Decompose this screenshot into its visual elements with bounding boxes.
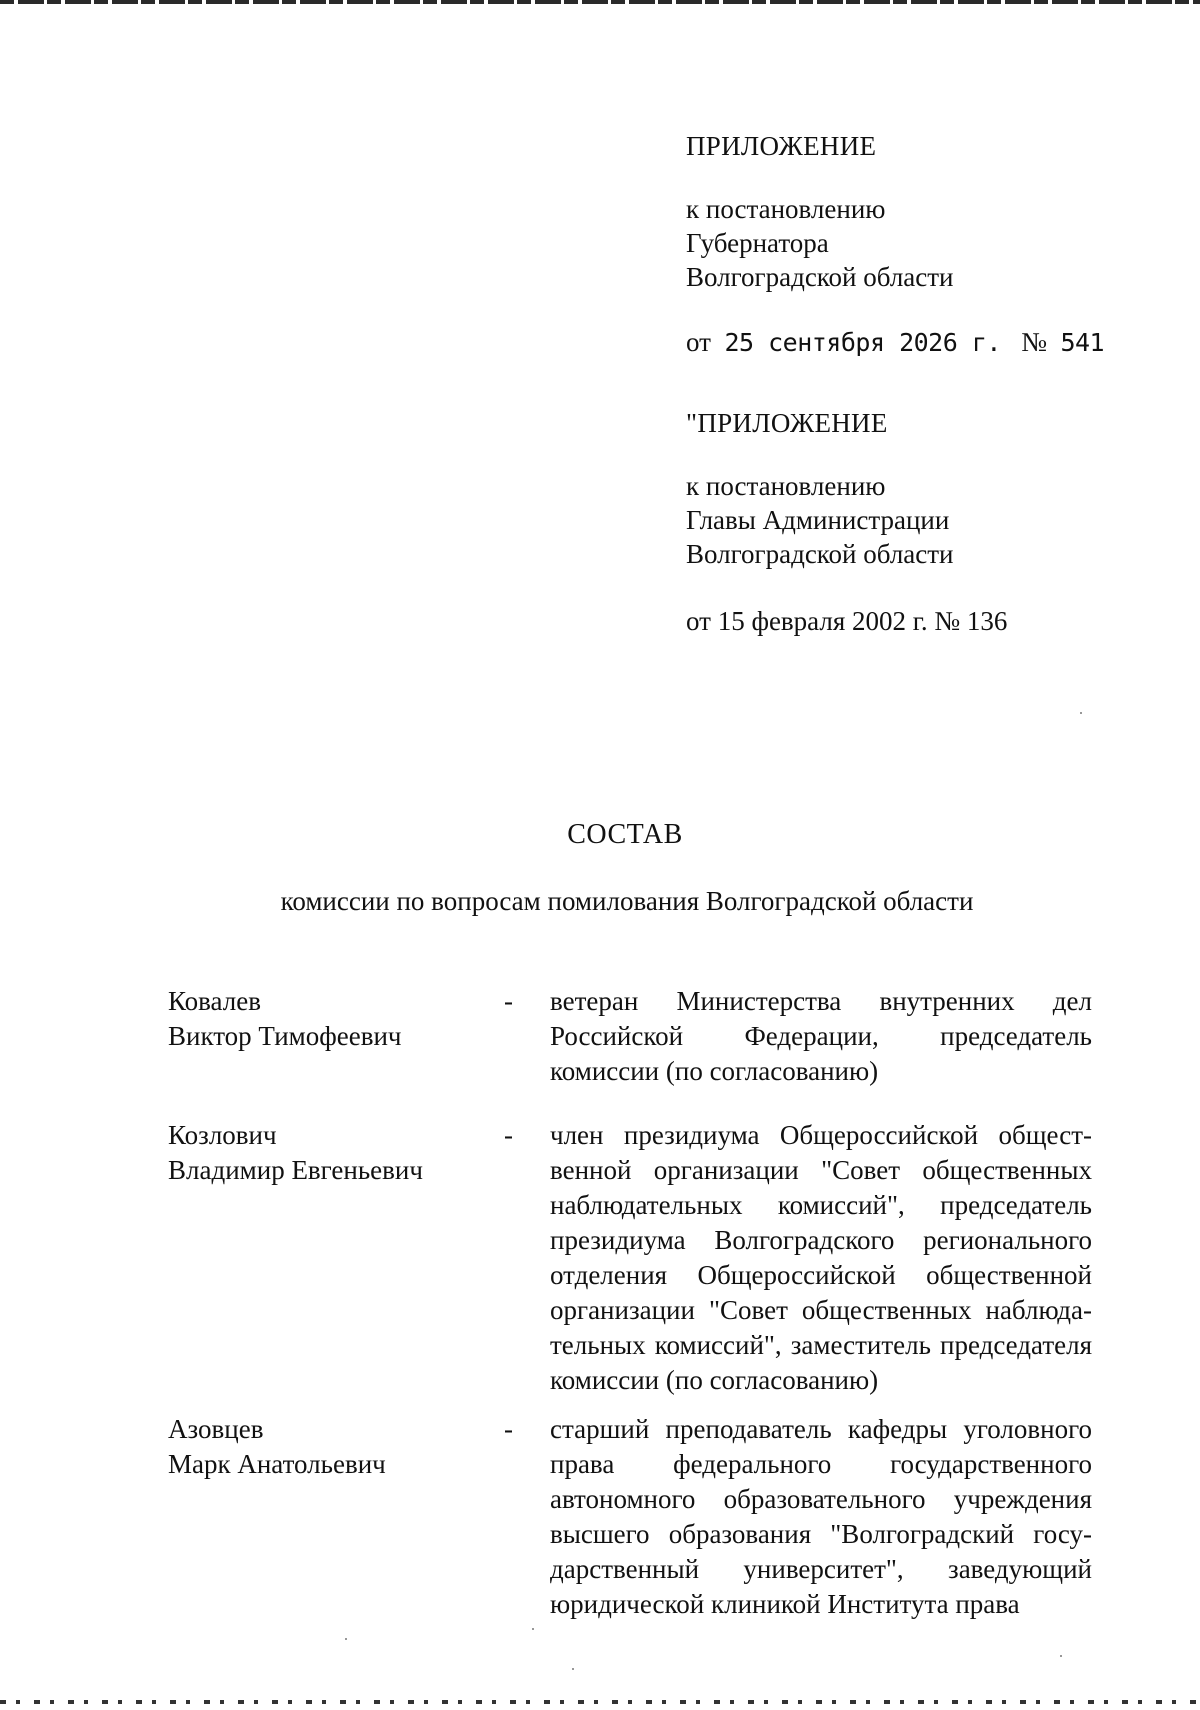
document-title: СОСТАВ bbox=[567, 819, 683, 850]
original-appendix-line-1: к постановлению bbox=[686, 471, 886, 501]
original-appendix-reference bbox=[686, 469, 1126, 571]
member-name bbox=[168, 1412, 468, 1482]
appendix-date-value: 25 сентября 2026 г. bbox=[724, 328, 1001, 357]
member-role: член президиума Общероссийской общественной организации "Совет общественных наблюдательных комиссий", председатель президиума Волгоградского регионального отделения Общероссийской общественной организации "Совет общественных наблюдательных комиссий", заместитель председателя комиссии (по согласованию) bbox=[550, 1120, 1092, 1395]
member-given-names: Виктор Тимофеевич bbox=[168, 1021, 402, 1051]
member-surname: Ковалев bbox=[168, 986, 261, 1016]
appendix-date-line bbox=[686, 324, 1126, 361]
scan-speck bbox=[532, 1628, 534, 1630]
member-given-names: Владимир Евгеньевич bbox=[168, 1155, 423, 1185]
original-appendix-line-3: Волгоградской области bbox=[686, 539, 954, 569]
member-name bbox=[168, 1118, 468, 1188]
scan-speck bbox=[572, 1668, 574, 1670]
member-surname: Азовцев bbox=[168, 1414, 264, 1444]
scan-speck bbox=[345, 1638, 347, 1640]
member-given-names: Марк Анатольевич bbox=[168, 1449, 386, 1479]
original-appendix-title: "ПРИЛОЖЕНИЕ bbox=[686, 408, 888, 438]
appendix-reference-line-2: Губернатора bbox=[686, 228, 829, 258]
appendix-number-value: 541 bbox=[1060, 328, 1105, 357]
appendix-reference bbox=[686, 192, 1126, 294]
scan-top-edge bbox=[0, 0, 1200, 4]
appendix-header bbox=[686, 126, 1126, 639]
member-role: старший преподаватель кафедры уголовного права федерального государственного автономного образовательного учреждения высшего образования "Волгоградский государственный университет", заведующий юридической клиникой Института права bbox=[550, 1414, 1092, 1619]
original-appendix-line-2: Главы Администрации bbox=[686, 505, 950, 535]
scan-bottom-edge bbox=[0, 1700, 1200, 1704]
appendix-number-sign: № bbox=[1021, 327, 1047, 357]
member-dash: - bbox=[504, 1414, 513, 1444]
member-surname: Козлович bbox=[168, 1120, 277, 1150]
appendix-title: ПРИЛОЖЕНИЕ bbox=[686, 131, 877, 161]
member-role: ветеран Министерства внутренних дел Российской Федерации, председатель комиссии (по согласованию) bbox=[550, 986, 1092, 1086]
member-dash: - bbox=[504, 986, 513, 1016]
scan-speck bbox=[1060, 1655, 1062, 1657]
member-dash: - bbox=[504, 1120, 513, 1150]
original-appendix-date-line: от 15 февраля 2002 г. № 136 bbox=[686, 606, 1008, 636]
document-subtitle: комиссии по вопросам помилования Волгоградской области bbox=[280, 886, 974, 916]
scan-speck bbox=[1080, 712, 1082, 714]
appendix-date-prefix: от bbox=[686, 327, 711, 357]
member-name bbox=[168, 984, 468, 1054]
appendix-reference-line-3: Волгоградской области bbox=[686, 262, 954, 292]
appendix-reference-line-1: к постановлению bbox=[686, 194, 886, 224]
